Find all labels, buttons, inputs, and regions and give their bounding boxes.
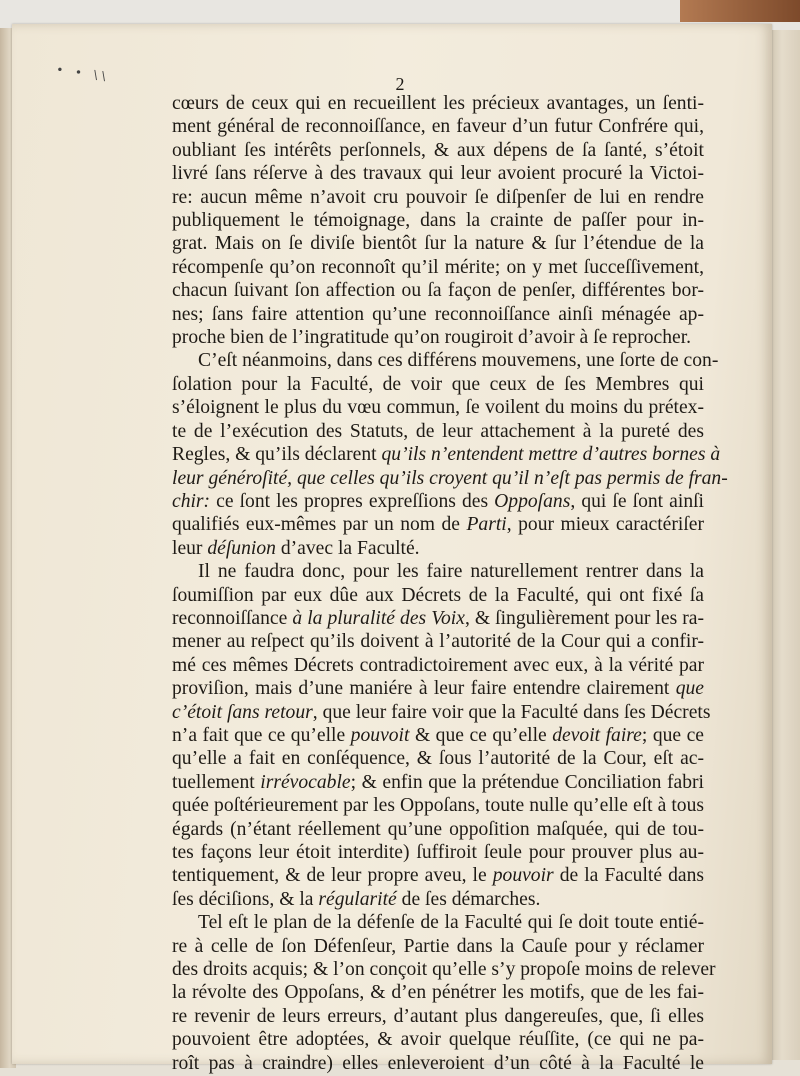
text-line <box>172 443 721 466</box>
facing-page-edge <box>770 30 800 1060</box>
text-line <box>172 888 704 911</box>
text-line <box>172 326 704 349</box>
text-line <box>172 771 704 794</box>
text-line <box>172 841 704 864</box>
text-run: , que leur faire voir que la Faculté dans ſes Décrets <box>312 701 711 723</box>
text-line <box>172 303 704 326</box>
italic-text: que <box>675 678 704 700</box>
text-run: pouvoient être adoptées, & avoir quelque réuſſite, (ce qui ne pa- <box>172 1029 704 1051</box>
text-run: proche bien de l’ingratitude qu’on rougiroit d’avoir à ſe reprocher. <box>172 327 692 349</box>
text-run: re revenir de leurs erreurs, d’autant plus dangereuſes, que, ſi elles <box>172 1005 704 1027</box>
text-run: re à celle de ſon Défenſeur, Partie dans la Cauſe pour y réclamer <box>172 935 704 957</box>
text-run: leur <box>172 537 208 559</box>
text-line <box>172 935 704 958</box>
text-run: ; que ce <box>641 724 704 746</box>
margin-marks: • • \\ <box>55 62 111 84</box>
text-line <box>172 92 704 115</box>
text-line <box>172 115 704 138</box>
italic-text: chir: <box>172 490 211 512</box>
text-line <box>172 1028 704 1051</box>
italic-text: régularité <box>318 888 397 910</box>
text-run: , qui ſe ſont ainſi <box>570 490 705 512</box>
text-line <box>172 186 704 209</box>
italic-text: irrévocable <box>260 771 351 793</box>
text-line <box>172 232 704 255</box>
text-run: ſolation pour la Faculté, de voir que ceux de ſes Membres qui <box>172 373 704 395</box>
text-line <box>172 490 704 513</box>
text-run: nes; ſans faire attention qu’une reconnoiſſance ainſi ménagée ap- <box>172 303 704 325</box>
text-run: Tel eſt le plan de la défenſe de la Faculté qui ſe doit toute entié- <box>198 912 704 934</box>
text-run: te de l’exécution des Statuts, de leur attachement à la pureté des <box>172 420 704 442</box>
text-line <box>172 818 704 841</box>
text-run: égards (n’étant réellement qu’une oppoſition maſquée, qui de tou- <box>172 818 704 840</box>
page-number: 2 <box>395 74 405 94</box>
text-line <box>172 162 704 185</box>
text-run: de ſes démarches. <box>396 888 541 910</box>
text-run: la révolte des Oppoſans, & d’en pénétrer les motifs, que de les fai- <box>172 982 704 1004</box>
text-run: chacun ſuivant ſon affection ou ſa façon de penſer, différentes bor- <box>172 280 704 302</box>
text-run: de la Faculté dans <box>553 865 704 887</box>
text-line <box>172 256 704 279</box>
text-run: proviſion, mais d’une maniére à leur faire entendre clairement <box>172 678 676 700</box>
text-line <box>172 420 704 443</box>
text-run: tes façons leur étoit interdite) ſuffiroit ſeule pour prouver plus au- <box>172 842 704 863</box>
text-run: ment général de reconnoiſſance, en faveur d’un futur Confrére qui, <box>172 116 704 138</box>
text-line <box>172 349 719 372</box>
text-line <box>172 654 704 677</box>
text-run: qualifiés eux-mêmes par un nom de <box>172 514 467 536</box>
text-run: roît pas à craindre) elles enleveroient d’un côté à la Faculté le <box>172 1052 704 1074</box>
text-run: quée poſtérieurement par les Oppoſans, toute nulle qu’elle eſt à tous <box>172 795 704 817</box>
text-line <box>172 1052 704 1075</box>
italic-text: à la pluralité des Voix <box>292 607 465 629</box>
text-run: mé ces mêmes Décrets contradictoirement avec eux, à la vérité par <box>172 654 704 676</box>
text-line <box>172 677 704 700</box>
text-line <box>172 911 704 934</box>
text-line <box>172 701 711 724</box>
text-line <box>172 958 716 981</box>
text-run: des droits acquis; & l’on conçoit qu’elle s’y propoſe moins de relever <box>172 959 716 981</box>
text-run: tuellement <box>172 771 261 793</box>
italic-text: pouvoir <box>492 865 554 887</box>
text-run: livré ſans réſerve à des travaux qui leur avoient procuré la Victoi- <box>172 163 704 185</box>
text-line <box>172 560 704 583</box>
text-line <box>172 981 704 1004</box>
text-line <box>172 864 704 887</box>
text-run: Regles, & qu’ils déclarent <box>172 444 382 466</box>
text-line <box>172 1005 704 1028</box>
text-line <box>172 630 704 653</box>
text-line <box>172 513 704 536</box>
italic-text: Oppoſans <box>494 490 571 512</box>
body-text <box>172 92 728 1075</box>
text-run: ſes déciſions, & la <box>172 888 319 910</box>
text-run: , pour mieux caractériſer <box>506 514 704 536</box>
text-run: mener au reſpect qu’ils doivent à l’autorité de la Cour qui a confir- <box>172 631 704 653</box>
italic-text: déſunion <box>207 537 276 559</box>
text-run: ſoumiſſion par eux dûe aux Décrets de la Faculté, qui ont fixé ſa <box>172 584 704 606</box>
text-run: s’éloignent le plus du vœu commun, ſe voilent du moins du prétex- <box>172 397 704 419</box>
text-line <box>172 467 728 490</box>
text-run: ; & enfin que la prétendue Conciliation fabri <box>350 771 704 793</box>
text-line <box>172 209 704 232</box>
text-line <box>172 279 704 302</box>
text-line <box>172 794 704 817</box>
text-run: , & ſingulièrement pour les ra- <box>464 607 704 629</box>
text-run: cœurs de ceux qui en recueillent les précieux avantages, un ſenti- <box>172 93 704 114</box>
text-run: reconnoiſſance <box>172 607 293 629</box>
text-run: qu’elle a fait en conſéquence, & ſous l’autorité de la Cour, eſt ac- <box>172 748 704 770</box>
text-run: grat. Mais on ſe diviſe bientôt ſur la nature & ſur l’étendue de la <box>172 233 704 255</box>
italic-text: leur généroſité, que celles qu’ils croyent qu’il n’eſt pas permis de fran- <box>172 467 728 489</box>
text-run: Il ne faudra donc, pour les faire naturellement rentrer dans la <box>198 561 704 583</box>
text-line <box>172 607 704 630</box>
text-run: re: aucun même n’avoit cru pouvoir ſe diſpenſer de lui en rendre <box>172 186 704 208</box>
book-cover-edge <box>680 0 800 22</box>
text-line <box>172 724 704 747</box>
text-line <box>172 584 704 607</box>
italic-text: Parti <box>466 514 507 536</box>
text-line <box>172 373 704 396</box>
italic-text: devoit faire <box>552 724 642 746</box>
text-run: oubliant ſes intérêts perſonnels, & aux dépens de ſa ſanté, s’étoit <box>172 139 704 161</box>
italic-text: qu’ils n’entendent mettre d’autres bornes à <box>381 444 721 466</box>
italic-text: c’étoit ſans retour <box>172 701 313 723</box>
text-run: d’avec la Faculté. <box>275 537 420 559</box>
text-run: récompenſe qu’on reconnoît qu’il mérite; on y met ſucceſſivement, <box>172 256 704 278</box>
text-line <box>172 139 704 162</box>
text-run: C’eſt néanmoins, dans ces différens mouvemens, une ſorte de con- <box>198 350 719 372</box>
text-run: & que ce qu’elle <box>409 724 553 746</box>
text-line <box>172 747 704 770</box>
text-line <box>172 537 704 560</box>
text-run: ce ſont les propres expreſſions des <box>210 490 495 512</box>
text-run: n’a fait que ce qu’elle <box>172 724 351 746</box>
text-line <box>172 396 704 419</box>
italic-text: pouvoit <box>350 724 410 746</box>
text-run: tentiquement, & de leur propre aveu, le <box>172 865 493 887</box>
text-run: publiquement le témoignage, dans la crainte de paſſer pour in- <box>172 210 704 232</box>
